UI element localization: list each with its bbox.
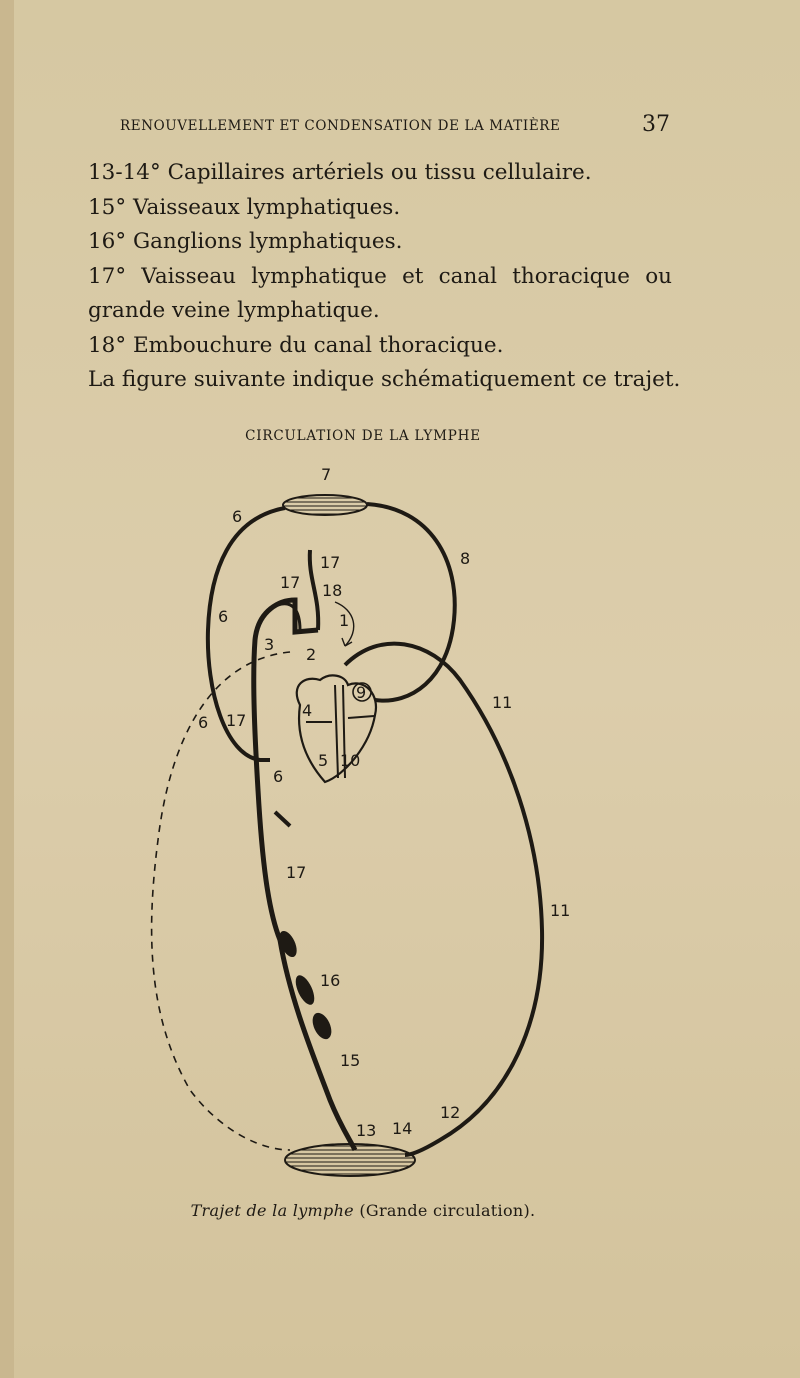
caption-rest: (Grande circulation). <box>353 1201 536 1220</box>
closing-sentence: La figure suivante indique schématiquement ce trajet. <box>88 367 681 392</box>
upper-capillary-7 <box>283 495 367 515</box>
label-10: 10 <box>340 751 361 770</box>
label-6: 6 <box>232 507 243 526</box>
label-6: 6 <box>198 713 209 732</box>
thoracic-duct-17 <box>310 550 318 630</box>
label-17: 17 <box>226 711 247 730</box>
list-item-15: 15° Vaisseaux lymphatiques. <box>88 194 401 220</box>
label-4: 4 <box>302 701 313 720</box>
caption-italic: Trajet de la lymphe <box>190 1201 354 1220</box>
figure-title: CIRCULATION DE LA LYMPHE <box>245 428 481 444</box>
label-3: 3 <box>264 635 275 654</box>
label-6: 6 <box>218 607 229 626</box>
label-9: 9 <box>356 683 367 702</box>
upper-vein-6 <box>208 508 285 760</box>
upper-vessel-loop <box>367 504 455 701</box>
label-1: 1 <box>339 611 350 630</box>
label-14: 14 <box>392 1119 413 1138</box>
running-head <box>120 112 670 142</box>
lower-capillary-13-14 <box>285 1144 415 1176</box>
label-11: 11 <box>492 693 513 712</box>
page-edge <box>0 0 14 1378</box>
list-item-18: 18° Embouchure du canal thoracique. <box>88 332 504 358</box>
list-item-16: 16° Ganglions lymphatiques. <box>88 229 403 254</box>
figure-caption <box>0 1201 726 1220</box>
lymph-circulation-diagram <box>130 460 570 1200</box>
ganglion-16c <box>309 1010 335 1042</box>
running-title: RENOUVELLEMENT ET CONDENSATION DE LA MATIÈRE <box>120 118 561 134</box>
list-item-13-14: 13-14° Capillaires artériels ou tissu cellulaire. <box>88 160 592 185</box>
label-12: 12 <box>440 1103 461 1122</box>
page-number: 37 <box>642 112 670 137</box>
label-17: 17 <box>280 573 301 592</box>
label-11: 11 <box>550 901 570 920</box>
label-16: 16 <box>320 971 341 990</box>
label-15: 15 <box>340 1051 361 1070</box>
label-17: 17 <box>286 863 307 882</box>
label-5: 5 <box>318 751 329 770</box>
label-2: 2 <box>306 645 317 664</box>
label-8: 8 <box>460 549 471 568</box>
list-item-17: 17° Vaisseau lymphatique et canal thoracique ou grande veine lymphatique. <box>88 263 672 323</box>
label-7: 7 <box>321 465 332 484</box>
label-17: 17 <box>320 553 341 572</box>
label-6: 6 <box>273 767 284 786</box>
lymph-vessel-15 <box>280 940 355 1150</box>
label-13: 13 <box>356 1121 377 1140</box>
label-18: 18 <box>322 581 343 600</box>
body-text <box>62 156 681 398</box>
